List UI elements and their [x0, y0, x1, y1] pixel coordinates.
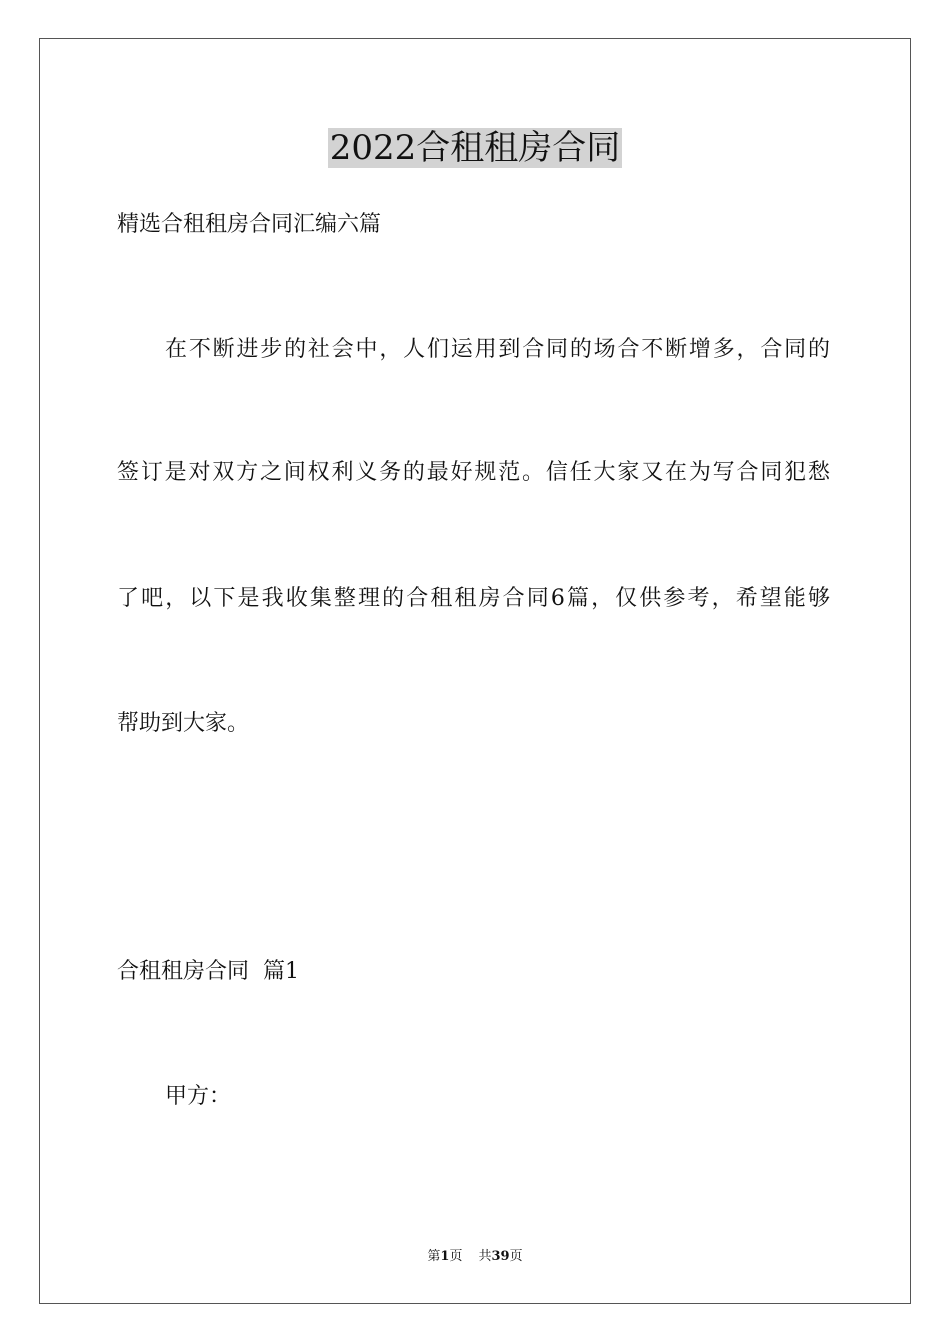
document-title-text: 2022合租租房合同 — [329, 128, 621, 168]
document-subtitle: 精选合租租房合同汇编六篇 — [117, 212, 382, 237]
page-footer — [0, 1248, 950, 1266]
section-heading: 合租租房合同 篇1 — [117, 959, 299, 984]
intro-paragraph-line-3: 了吧，以下是我收集整理的合租租房合同6篇，仅供参考，希望能够 — [117, 586, 830, 611]
intro-paragraph-line-2: 签订是对双方之间权利义务的最好规范。信任大家又在为写合同犯愁 — [117, 460, 830, 485]
document-title — [0, 128, 950, 168]
footer-page-prefix: 第 — [427, 1249, 441, 1264]
footer-total-suffix: 页 — [509, 1249, 523, 1264]
footer-total-prefix: 共 — [478, 1249, 492, 1264]
intro-paragraph-line-1: 在不断进步的社会中，人们运用到合同的场合不断增多，合同的 — [165, 337, 830, 362]
footer-page-number: 1 — [440, 1249, 450, 1264]
intro-paragraph-line-4: 帮助到大家。 — [117, 711, 250, 736]
party-a-label: 甲方： — [165, 1084, 232, 1109]
footer-page-suffix: 页 — [449, 1249, 463, 1264]
footer-total-pages: 39 — [491, 1249, 510, 1264]
